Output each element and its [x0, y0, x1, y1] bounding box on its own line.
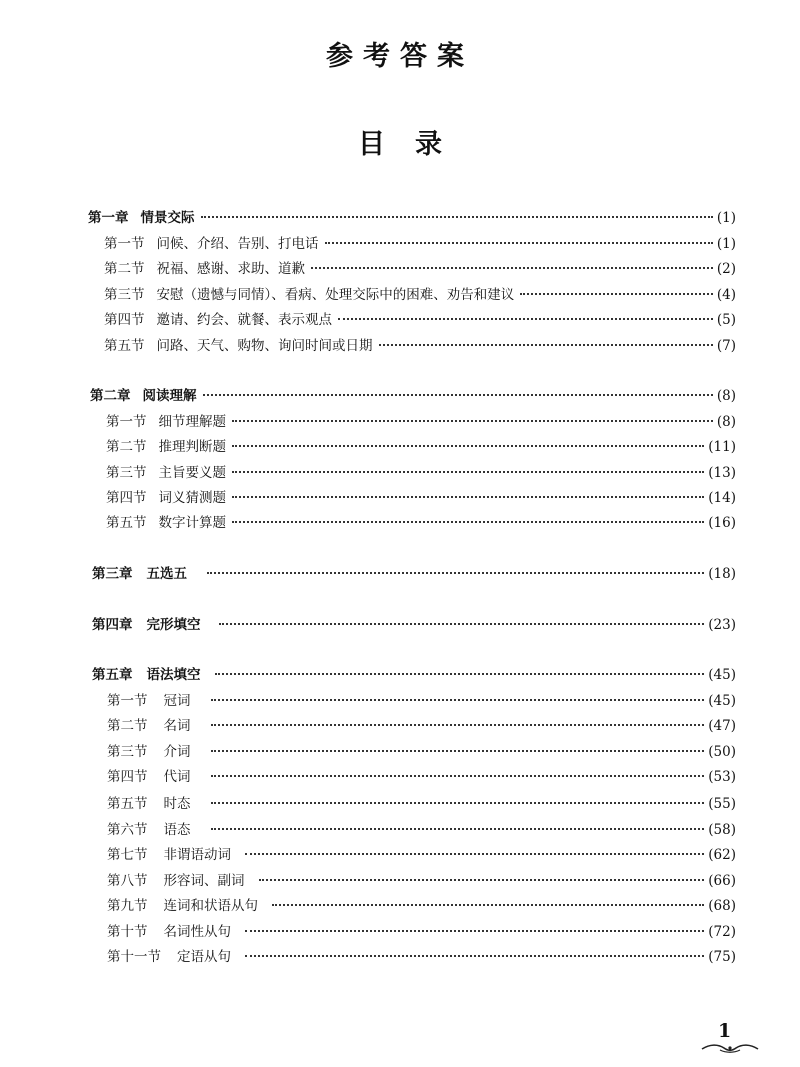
leader-dots	[211, 724, 705, 726]
section-number: 第三节	[106, 465, 147, 481]
section-number: 第四节	[104, 312, 145, 328]
leader-dots	[232, 445, 704, 447]
leader-dots	[520, 293, 713, 295]
section-number: 第二节	[106, 439, 147, 455]
section-title: 名词性从句	[163, 924, 231, 940]
page-ref: (8)	[716, 414, 736, 430]
section-number: 第三节	[104, 287, 145, 303]
page-ref: (2)	[716, 261, 736, 277]
leader-dots	[259, 879, 705, 881]
toc-section-2-3[interactable]	[106, 463, 736, 483]
leader-dots	[211, 828, 705, 830]
toc-section-5-4[interactable]	[107, 767, 736, 787]
page-ref: (66)	[708, 873, 736, 889]
leader-dots	[211, 699, 705, 701]
page-ref: (55)	[708, 796, 736, 812]
page-ref: (13)	[708, 465, 736, 481]
toc-section-5-10[interactable]	[107, 922, 736, 942]
page-ref: (47)	[708, 718, 736, 734]
section-title: 安慰（遗憾与同情）、看病、处理交际中的困难、劝告和建议	[156, 287, 515, 303]
leader-dots	[232, 521, 704, 523]
section-title: 词义猜测题	[158, 490, 226, 506]
section-title: 连词和状语从句	[163, 898, 258, 914]
section-number: 第二节	[104, 261, 145, 277]
toc-section-1-2[interactable]	[104, 259, 736, 279]
leader-dots	[232, 496, 704, 498]
leader-dots	[203, 394, 713, 396]
toc-section-5-1[interactable]	[107, 691, 736, 711]
section-title: 形容词、副词	[163, 873, 245, 889]
leader-dots	[211, 775, 705, 777]
toc-chapter-1[interactable]	[88, 208, 736, 228]
page-ref: (58)	[708, 822, 736, 838]
toc-section-2-4[interactable]	[106, 488, 736, 508]
page-ref: (53)	[708, 769, 736, 785]
toc-section-5-8[interactable]	[107, 871, 736, 891]
toc-chapter-3[interactable]	[92, 564, 736, 584]
page-ref: (1)	[716, 236, 736, 252]
toc-section-5-7[interactable]	[107, 845, 736, 865]
section-title: 非谓语动词	[163, 847, 231, 863]
page-ref: (1)	[716, 210, 736, 226]
leader-dots	[325, 242, 713, 244]
leader-dots	[215, 673, 705, 675]
section-title: 数字计算题	[158, 515, 226, 531]
chapter-title: 情景交际	[140, 210, 195, 226]
section-title: 推理判断题	[158, 439, 226, 455]
toc-heading: 目录	[358, 129, 472, 160]
section-number: 第五节	[104, 338, 145, 354]
section-title: 细节理解题	[158, 414, 226, 430]
page-ref: (8)	[716, 388, 736, 404]
chapter-number: 第一章	[88, 210, 129, 226]
leader-dots	[245, 930, 704, 932]
leader-dots	[338, 318, 713, 320]
toc-section-5-2[interactable]	[107, 716, 736, 736]
toc-section-1-4[interactable]	[104, 310, 736, 330]
chapter-number: 第五章	[92, 667, 133, 683]
section-title: 名词	[163, 718, 191, 734]
leader-dots	[272, 904, 704, 906]
page-ref: (7)	[716, 338, 736, 354]
toc-chapter-2[interactable]	[90, 386, 736, 406]
toc-section-5-11[interactable]	[107, 947, 736, 967]
page-ref: (62)	[708, 847, 736, 863]
section-title: 冠词	[163, 693, 191, 709]
page-ref: (50)	[708, 744, 736, 760]
page-ref: (11)	[708, 439, 736, 455]
toc-section-5-9[interactable]	[107, 896, 736, 916]
section-number: 第七节	[107, 847, 148, 863]
page-ref: (68)	[708, 898, 736, 914]
toc-section-2-1[interactable]	[106, 412, 736, 432]
section-number: 第十一节	[107, 949, 161, 965]
section-title: 语态	[163, 822, 191, 838]
section-number: 第十节	[107, 924, 148, 940]
toc-section-2-2[interactable]	[106, 437, 736, 457]
section-number: 第五节	[106, 515, 147, 531]
section-title: 邀请、约会、就餐、表示观点	[156, 312, 332, 328]
section-title: 介词	[163, 744, 191, 760]
leader-dots	[379, 344, 713, 346]
leader-dots	[245, 955, 704, 957]
chapter-title: 语法填空	[146, 667, 201, 683]
page-ref: (72)	[708, 924, 736, 940]
section-number: 第二节	[107, 718, 148, 734]
section-number: 第一节	[106, 414, 147, 430]
section-number: 第四节	[106, 490, 147, 506]
section-title: 问路、天气、购物、询问时间或日期	[156, 338, 373, 354]
toc-section-5-6[interactable]	[107, 820, 736, 840]
leader-dots	[232, 471, 704, 473]
page-ref: (75)	[708, 949, 736, 965]
toc-section-1-1[interactable]	[104, 234, 736, 254]
page-ref: (18)	[708, 566, 736, 582]
section-number: 第四节	[107, 769, 148, 785]
section-number: 第一节	[104, 236, 145, 252]
toc-section-5-3[interactable]	[107, 742, 736, 762]
page-ref: (23)	[708, 617, 736, 633]
chapter-number: 第二章	[90, 388, 131, 404]
page-ornament-icon	[700, 1042, 760, 1054]
leader-dots	[211, 802, 705, 804]
chapter-title: 阅读理解	[142, 388, 197, 404]
toc-chapter-4[interactable]	[92, 615, 736, 635]
toc-chapter-5[interactable]	[92, 665, 736, 685]
section-number: 第九节	[107, 898, 148, 914]
page-ref: (45)	[708, 667, 736, 683]
section-title: 问候、介绍、告别、打电话	[156, 236, 319, 252]
page-ref: (16)	[708, 515, 736, 531]
toc-section-1-3[interactable]	[104, 285, 736, 305]
chapter-number: 第四章	[92, 617, 133, 633]
section-title: 代词	[163, 769, 191, 785]
leader-dots	[311, 267, 713, 269]
leader-dots	[211, 750, 705, 752]
toc-section-1-5[interactable]	[104, 336, 736, 356]
leader-dots	[219, 623, 705, 625]
section-number: 第一节	[107, 693, 148, 709]
leader-dots	[207, 572, 704, 574]
leader-dots	[232, 420, 713, 422]
section-number: 第八节	[107, 873, 148, 889]
chapter-title: 五选五	[146, 566, 187, 582]
page-ref: (45)	[708, 693, 736, 709]
section-title: 时态	[163, 796, 191, 812]
toc-section-5-5[interactable]	[107, 794, 736, 814]
page-ref: (5)	[716, 312, 736, 328]
page-number: 1	[718, 1020, 732, 1042]
chapter-number: 第三章	[92, 566, 133, 582]
section-number: 第五节	[107, 796, 148, 812]
section-number: 第六节	[107, 822, 148, 838]
leader-dots	[245, 853, 704, 855]
toc-section-2-5[interactable]	[106, 513, 736, 533]
section-title: 定语从句	[177, 949, 231, 965]
section-title: 祝福、感谢、求助、道歉	[156, 261, 305, 277]
page-ref: (4)	[716, 287, 736, 303]
page-title: 参考答案	[326, 41, 474, 72]
page-ref: (14)	[708, 490, 736, 506]
leader-dots	[201, 216, 713, 218]
section-number: 第三节	[107, 744, 148, 760]
chapter-title: 完形填空	[146, 617, 201, 633]
section-title: 主旨要义题	[158, 465, 226, 481]
